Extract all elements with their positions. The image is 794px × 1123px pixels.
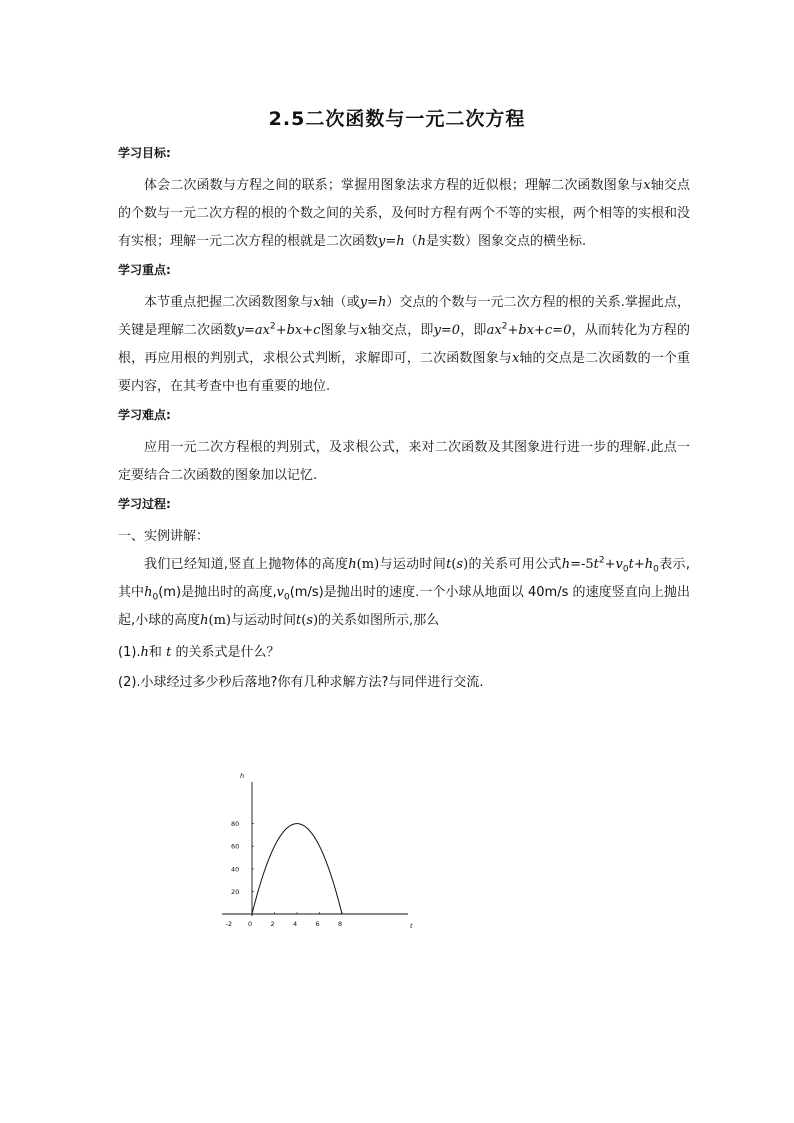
objectives-heading: 学习目标:	[118, 146, 171, 160]
math-var: h	[200, 613, 209, 628]
chart-axes	[222, 772, 413, 930]
x-tick-label: 0	[248, 920, 253, 928]
exponent: 2	[269, 321, 276, 332]
text-run: ，即	[460, 323, 487, 338]
text-run: （	[404, 234, 418, 249]
y-tick-label: 80	[231, 820, 240, 829]
x-tick-label: 6	[315, 920, 320, 928]
question-2: (2).小球经过多少秒后落地?你有几种求解方法?与同伴进行交流.	[118, 675, 484, 690]
math-var: x	[511, 351, 520, 366]
math-var: v	[276, 585, 284, 600]
text-run: )的关系如图所示,那么	[312, 613, 440, 628]
question-1	[118, 639, 690, 667]
math-var: t	[296, 613, 302, 628]
math-var: x	[313, 295, 321, 310]
math-expr: +	[604, 557, 616, 572]
text-run: (m)是抛出时的高度,	[158, 585, 277, 600]
page-title: 2.5二次函数与一元二次方程	[268, 108, 526, 130]
difficulties-text: 应用一元二次方程根的判别式，及求根公式，来对二次函数及其图象进行进一步的理解.此点一定要结合二次函数的图象加以记忆.	[118, 440, 690, 483]
y-tick-label: 60	[231, 842, 240, 851]
process-subheading: 一、实例讲解：	[118, 529, 210, 544]
chart-ticks	[226, 820, 343, 928]
text-run: 轴交点，即	[367, 323, 434, 338]
subscript: 0	[152, 592, 159, 603]
text-run: 本节重点把握二次函数图象与	[144, 295, 314, 310]
series-line-h-vs-t	[252, 824, 342, 914]
process-heading: 学习过程:	[118, 497, 171, 511]
y-tick-label: 20	[231, 887, 240, 896]
text-run: 我们已经知道,竖直上抛物体的高度	[144, 557, 349, 572]
math-var: t	[628, 557, 634, 572]
math-expr: ax	[486, 323, 502, 338]
math-var: y=h	[359, 295, 387, 310]
math-var: v	[615, 557, 623, 572]
math-var: s	[456, 557, 464, 572]
text-run: (m)与运动时间	[208, 613, 296, 628]
y-tick-label: 40	[231, 865, 240, 874]
math-var: h	[348, 557, 357, 572]
text-run: 轴的交点是二次函数的一个重要内容，在其考查中也有重要的地位.	[118, 351, 690, 394]
x-tick-label: -2	[225, 920, 232, 928]
objectives-text	[118, 172, 690, 256]
exponent: 2	[598, 555, 605, 566]
math-var: h	[144, 585, 153, 600]
math-var: t	[593, 557, 599, 572]
exponent: 2	[501, 321, 508, 332]
subscript: 0	[653, 564, 659, 575]
math-expr: y=0	[433, 323, 461, 338]
math-var: s	[306, 613, 313, 628]
text-run: )的关系可用公式	[463, 557, 562, 572]
subscript: 0	[622, 564, 629, 575]
text-run: ，从而转化为方程的根，再应用根的判别式，求根公式判断，求解即可，二次函数图象与	[118, 323, 690, 366]
text-run: 是实数）图象交点的横坐标.	[426, 234, 587, 249]
y-axis-label: h	[240, 772, 245, 780]
text-run: 和	[148, 645, 162, 660]
x-tick-label: 2	[270, 920, 275, 928]
subscript: 0	[284, 592, 290, 603]
x-axis-label: t	[410, 922, 413, 930]
content	[118, 143, 690, 697]
text-run: 轴交点的个数与一元二次方程的根的个数之间的关系，及何时方程有两个不等的实根，两个相等的实根和没有实根；理解一元二次方程的根就是二次函数	[118, 178, 691, 249]
text-run: 轴（或	[320, 295, 360, 310]
math-expr: +bx+c=0	[507, 323, 572, 338]
text-run: (m)与运动时间	[356, 557, 447, 572]
x-tick-label: 4	[293, 920, 298, 928]
math-expr: =-5	[570, 557, 594, 572]
chart-series	[252, 824, 342, 914]
math-var: x	[360, 323, 368, 338]
math-var: t	[166, 645, 172, 660]
math-var: x	[643, 178, 651, 193]
key-points-text	[118, 289, 690, 401]
text-run: (m/s)是抛出时的速度.一个小球从地面以 40m/s 的速度竖直向上抛出起,小球的高度	[118, 585, 690, 628]
math-var: y=h	[378, 234, 405, 249]
example-text	[118, 551, 690, 635]
question-number: (1).	[118, 645, 141, 660]
difficulties-heading: 学习难点:	[118, 408, 171, 422]
math-var: h	[644, 557, 654, 572]
key-points-heading: 学习重点:	[118, 263, 171, 277]
text-run: 表示,其中	[118, 557, 690, 600]
text-run: 的关系式是什么？	[175, 645, 280, 660]
math-expr: +	[633, 557, 645, 572]
math-var: h	[417, 234, 427, 249]
parabola-chart	[222, 770, 422, 940]
math-expr: +bx+c	[275, 323, 321, 338]
text-run: (	[451, 557, 457, 572]
text-run: (	[301, 613, 307, 628]
math-var: h	[140, 645, 149, 660]
x-tick-label: 8	[338, 920, 343, 928]
text-run: 图象与	[320, 323, 361, 338]
text-run: 体会二次函数与方程之间的联系；掌握用图象法求方程的近似根；理解二次函数图象与	[144, 178, 644, 193]
math-var: h	[561, 557, 571, 572]
math-expr: y=ax	[236, 323, 270, 338]
text-run: ）交点的个数与一元二次方程的根的关系.掌握此点，关键是理解二次函数	[118, 295, 690, 338]
math-var: t	[446, 557, 452, 572]
